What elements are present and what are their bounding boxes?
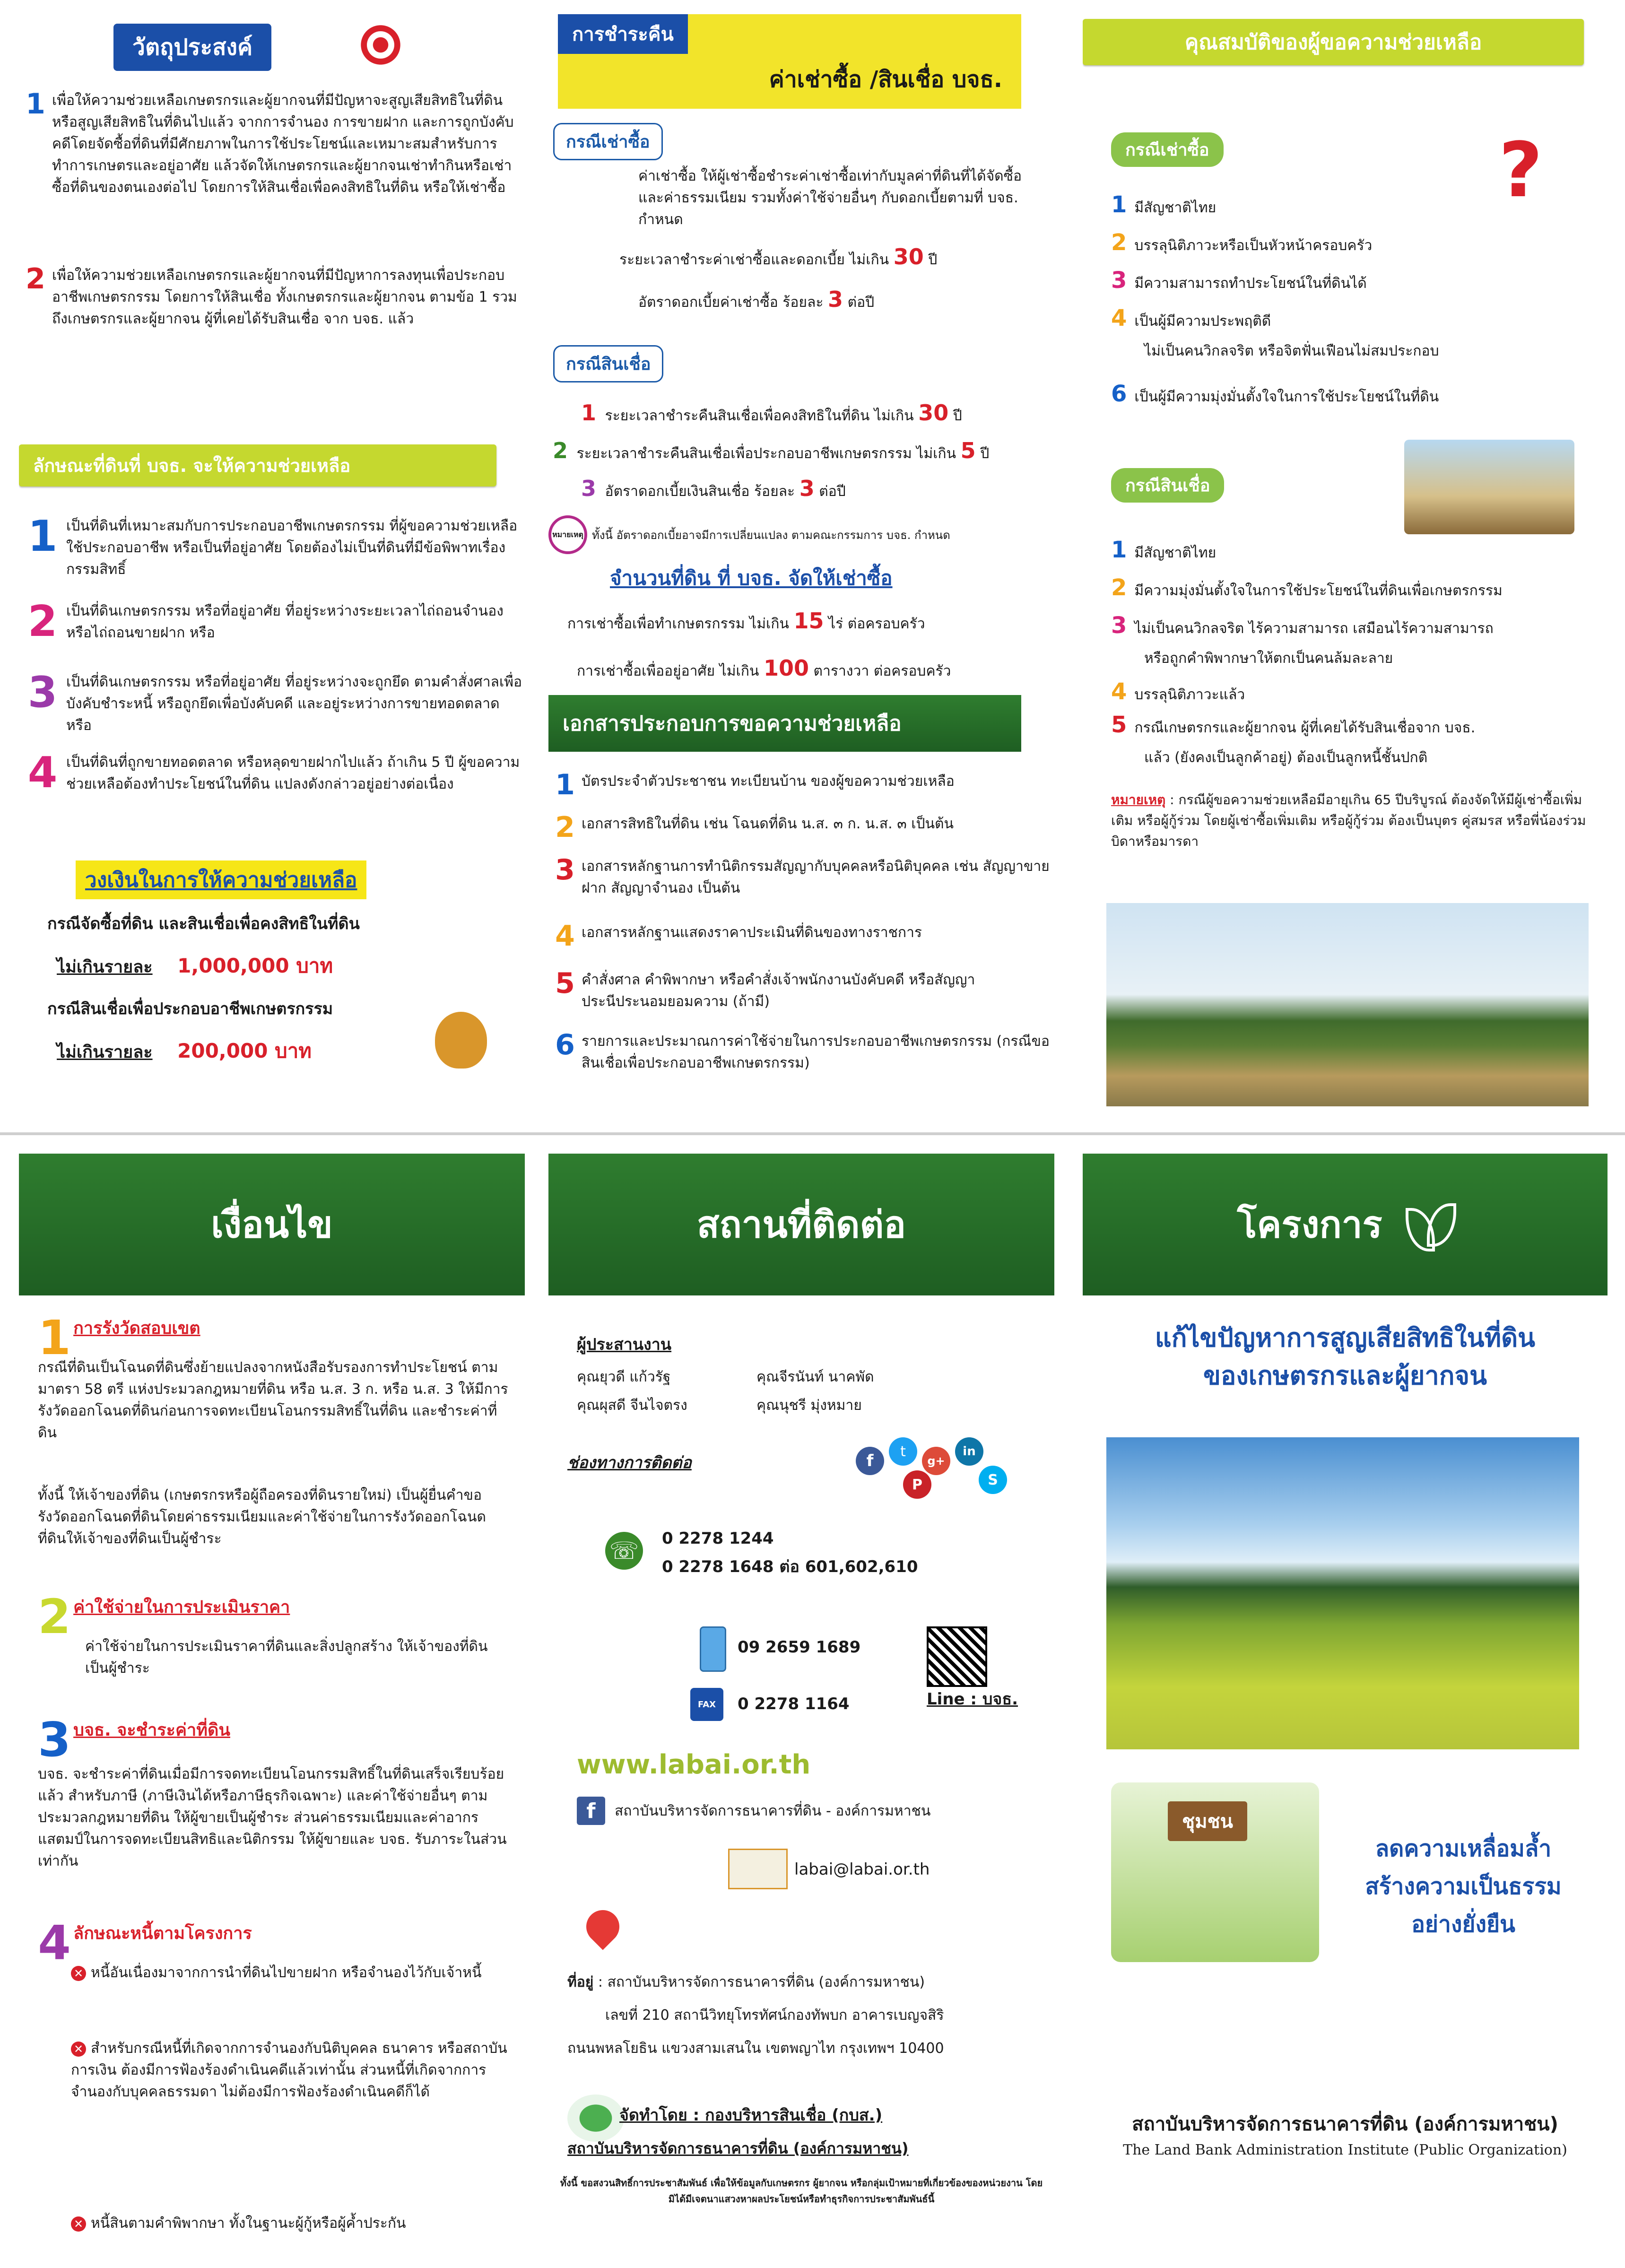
credit-1-unit: ปี	[953, 408, 962, 424]
organization-logo	[567, 2094, 624, 2142]
document-6	[548, 1028, 1054, 1074]
qual-cr-2-text: มีความมุ่งมั่นตั้งใจในการใช้ประโยชน์ในที่ดินเพื่อเกษตรกรรม	[1134, 582, 1503, 599]
panel-repayment	[548, 14, 1054, 1116]
credit-3-text: อัตราดอกเบี้ยเงินสินเชื่อ ร้อยละ	[605, 483, 795, 500]
objective-1-text: เพื่อให้ความช่วยเหลือเกษตรกรและผู้ยากจนที่มีปัญหาจะสูญเสียสิทธิในที่ดิน หรือสูญเสียสิทธิในที่ดินไปแล้ว จากการจำนอง การขายฝาก และการถูกบังคับคดีโดยจัดซื้อที่ดินที่มีศักยภาพในการใช้ประโยชน์และเหมาะสมสำหรับการทำการเกษตรและอยู่อาศัย แล้วจัดให้เกษตรกรและผู้ยากจนเช่าทำกินหรือเช่าซื้อที่ดินของตนเองต่อไป โดยการให้สินเชื่อเพื่อคงสิทธิในที่ดิน หรือให้เช่าซื้อ	[52, 92, 514, 196]
qual-hp-4b-text: ไม่เป็นคนวิกลจริต หรือจิตฟั่นเฟือนไม่สมประกอบ	[1144, 343, 1439, 359]
field-photo	[1106, 903, 1589, 1106]
land-item-1	[19, 512, 525, 581]
tag-hire-purchase: กรณีเช่าซื้อ	[553, 123, 663, 160]
document-4-text: เอกสารหลักฐานแสดงราคาประเมินที่ดินของทางราชการ	[582, 924, 922, 941]
qual-cr-5-text: กรณีเกษตรกรและผู้ยากจน ผู้ที่เคยได้รับสินเชื่อจาก บจธ.	[1134, 720, 1476, 736]
x-circle-icon: ✕	[71, 2216, 86, 2232]
magnifier-note-icon: หมายเหตุ	[548, 515, 587, 554]
qual-cr-3-text: ไม่เป็นคนวิกลจริต ไร้ความสามารถ เสมือนไร้ความสามารถ	[1134, 620, 1494, 637]
qual-hp-3: 3 มีความสามารถทำประโยชน์ในที่ดินได้	[1111, 267, 1367, 294]
limit-2-value: 200,000 บาท	[177, 1039, 312, 1062]
number-3: 3	[555, 853, 575, 886]
organization-name-en: The Land Bank Administration Institute (Public Organization)	[1123, 2142, 1567, 2158]
limit-1-label: กรณีจัดซื้อที่ดิน และสินเชื่อเพื่อคงสิทธิในที่ดิน	[47, 914, 360, 933]
number-4: 4	[27, 748, 58, 798]
number-6: 6	[555, 1028, 575, 1061]
document-6-text: รายการและประมาณการค่าใช้จ่ายในการประกอบอาชีพเกษตรกรรม (กรณีขอสินเชื่อเพื่อประกอบอาชีพเกษตรกรรม)	[582, 1033, 1050, 1071]
hp-period-unit: ปี	[928, 252, 938, 268]
condition-4-c	[71, 2213, 511, 2234]
coordinator-1: คุณยุวดี แก้วรัฐ	[577, 1369, 671, 1385]
credit-1	[577, 402, 1054, 427]
amount-1-number: 15	[793, 608, 824, 634]
limit-1-value: 1,000,000 บาท	[177, 954, 333, 977]
skype-icon: S	[979, 1466, 1007, 1494]
condition-4-title: ลักษณะหนี้ตามโครงการ	[73, 1924, 252, 1943]
address-line-1	[567, 1972, 1045, 1993]
qual-cr-4: 4 บรรลุนิติภาวะแล้ว	[1111, 678, 1245, 705]
condition-3-title: บจธ. จะชำระค่าที่ดิน	[73, 1721, 230, 1740]
facebook-icon: f	[856, 1447, 884, 1475]
channels-title: ช่องทางการติดต่อ	[567, 1453, 692, 1472]
document-4	[548, 920, 1054, 953]
conditions-heading: เงื่อนไข	[19, 1154, 525, 1295]
condition-1-text: กรณีที่ดินเป็นโฉนดที่ดินซึ่งย้ายแปลงจากหนังสือรับรองการทำประโยชน์ ตามมาตรา 58 ตรี แห่งประมวลกฎหมายที่ดิน หรือ น.ส. 3 ก. หรือ น.ส. 3 ให้มีการรังวัดออกโฉนดที่ดินก่อนการจดทะเบียนโอนกรรมสิทธิ์ในที่ดิน และชำระค่าที่ดิน	[38, 1359, 508, 1441]
address-line-3: ถนนพหลโยธิน แขวงสามเสนใน เขตพญาไท กรุงเทพฯ 10400	[567, 2040, 944, 2057]
land-item-4	[19, 748, 525, 798]
number-2: 2	[26, 262, 45, 295]
amount-2-text: การเช่าซื้อเพื่ออยู่อาศัย ไม่เกิน	[577, 663, 759, 679]
project-heading-text: โครงการ	[1237, 1204, 1382, 1246]
condition-4-a	[71, 1962, 511, 1984]
condition-1-text-2: ทั้งนี้ ให้เจ้าของที่ดิน (เกษตรกรหรือผู้ถือครองที่ดินรายใหม่) เป็นผู้ยื่นคำขอรังวัดออกโฉนดที่ดินโดยค่าธรรมเนียมและค่าใช้จ่ายในการรังวัดออกโฉนดที่ดินให้เจ้าของที่ดินเป็นผู้ชำระ	[38, 1487, 486, 1547]
coordinator-title: ผู้ประสานงาน	[577, 1335, 672, 1354]
amount-2-number: 100	[763, 655, 809, 681]
document-1	[548, 768, 1054, 801]
qual-cr-2: 2 มีความมุ่งมั่นตั้งใจในการใช้ประโยชน์ในที่ดินเพื่อเกษตรกรรม	[1111, 574, 1503, 601]
line-id: Line : บจธ.	[927, 1690, 1018, 1709]
repayment-banner-big: ค่าเช่าซื้อ /สินเชื่อ บจธ.	[769, 66, 1002, 93]
condition-4-c-text: หนี้สินตามคำพิพากษา ทั้งในฐานะผู้กู้หรือผู้ค้ำประกัน	[91, 2215, 406, 2232]
qual-hp-1-text: มีสัญชาติไทย	[1134, 200, 1217, 216]
condition-4-a-text: หนี้อันเนื่องมาจากการนำที่ดินไปขายฝาก หรือจำนองไว้กับเจ้าหนี้	[91, 1964, 482, 1981]
amount-heading: จำนวนที่ดิน ที่ บจธ. จัดให้เช่าซื้อ	[610, 566, 893, 590]
x-circle-icon: ✕	[71, 2042, 86, 2057]
qr-code	[927, 1626, 987, 1687]
number-1: 1	[38, 1310, 71, 1365]
objectives-heading: วัตถุประสงค์	[113, 24, 271, 71]
number-3: 3	[581, 476, 596, 501]
panel-project	[1083, 1154, 1608, 2255]
document-2	[548, 813, 1054, 842]
email[interactable]: labai@labai.or.th	[794, 1860, 930, 1879]
land-item-2	[19, 597, 525, 646]
credit-1-number: 30	[918, 400, 949, 426]
condition-3	[38, 1712, 525, 1767]
fax-icon: FAX	[690, 1688, 723, 1721]
amount-1-text: การเช่าซื้อเพื่อทำเกษตรกรรม ไม่เกิน	[567, 616, 789, 632]
phone-1: 0 2278 1244	[662, 1529, 774, 1548]
project-title-2: ของเกษตรกรและผู้ยากจน	[1203, 1361, 1487, 1390]
number-1: 1	[555, 768, 575, 801]
qualifications-heading: คุณสมบัติของผู้ขอความช่วยเหลือ	[1083, 19, 1584, 65]
website[interactable]: www.labai.or.th	[577, 1749, 811, 1780]
qual-hp-2-text: บรรลุนิติภาวะหรือเป็นหัวหน้าครอบครัว	[1134, 237, 1373, 254]
credit-3-unit: ต่อปี	[819, 483, 846, 500]
producer: จัดทำโดย : กองบริหารสินเชื่อ (กบส.)	[619, 2106, 883, 2125]
qual-hp-4-text: เป็นผู้มีความประพฤติดี	[1134, 313, 1271, 330]
slogan-1: ลดความเหลื่อมล้ำ	[1375, 1835, 1552, 1862]
farmer-illustration	[1404, 440, 1574, 534]
hp-rate-unit: ต่อปี	[847, 294, 875, 311]
number-1: 1	[27, 512, 58, 561]
condition-4-b	[71, 2038, 511, 2103]
qual-hp-3-text: มีความสามารถทำประโยชน์ในที่ดินได้	[1134, 275, 1367, 292]
hp-rate-number: 3	[828, 287, 843, 312]
objective-1	[19, 87, 525, 199]
qual-cr-5: 5 กรณีเกษตรกรและผู้ยากจน ผู้ที่เคยได้รับสินเชื่อจาก บจธ.	[1111, 712, 1476, 738]
objective-2-text: เพื่อให้ความช่วยเหลือเกษตรกรและผู้ยากจนที่มีปัญหาการลงทุนเพื่อประกอบอาชีพเกษตรกรรม โดยการให้สินเชื่อ ทั้งเกษตรกรและผู้ยากจน ตามข้อ 1 รวมถึงเกษตรกรและผู้ยากจน ผู้ที่เคยได้รับสินเชื่อ จาก บจธ. แล้ว	[52, 267, 517, 327]
panel-qualifications	[1083, 14, 1608, 1116]
panel-conditions	[19, 1154, 525, 2255]
credit-2	[548, 440, 1054, 465]
limit-1	[57, 950, 333, 982]
footnote: ทั้งนี้ ขอสงวนสิทธิ์การประชาสัมพันธ์ เพื่อให้ข้อมูลกับเกษตรกร ผู้ยากจน หรือกลุ่มเป้าหมายที่เกี่ยวข้องของหน่วยงาน โดยมิได้มีเจตนาแสวงหาผลประโยชน์หรือทำธุรกิจการประชาสัมพันธ์นี้	[560, 2177, 1043, 2205]
document-5-text: คำสั่งศาล คำพิพากษา หรือคำสั่งเจ้าพนักงานบังคับคดี หรือสัญญาประนีประนอมยอมความ (ถ้ามี)	[582, 972, 975, 1010]
limit-1-prefix: ไม่เกินรายละ	[57, 957, 153, 977]
tag-hire-purchase: กรณีเช่าซื้อ	[1111, 132, 1224, 167]
leaf-icon	[1401, 1199, 1453, 1251]
qual-hp-1: 1 มีสัญชาติไทย	[1111, 191, 1217, 218]
qual-cr-3b-text: หรือถูกคำพิพากษาให้ตกเป็นคนล้มละลาย	[1144, 650, 1393, 667]
qual-hp-6: 6 เป็นผู้มีความมุ่งมั่นตั้งใจในการใช้ประโยชน์ในที่ดิน	[1111, 381, 1439, 407]
hire-purchase-text: ค่าเช่าซื้อ ให้ผู้เช่าซื้อชำระค่าเช่าซื้อเท่ากับมูลค่าที่ดินที่ได้จัดซื้อ และค่าธรรมเนียม รวมทั้งค่าใช้จ่ายอื่นๆ กับดอกเบี้ยตามที่ บจธ. กำหนด	[638, 168, 1022, 228]
google-plus-icon: g+	[922, 1447, 950, 1475]
land-item-3-text: เป็นที่ดินเกษตรกรรม หรือที่อยู่อาศัย ที่อยู่ระหว่างจะถูกยึด ตามคำสั่งศาลเพื่อบังคับชำระหนี้ หรือถูกยึดเพื่อบังคับคดี และอยู่ระหว่างการขายทอดตลาด หรือ	[66, 674, 522, 734]
linkedin-icon: in	[955, 1437, 983, 1466]
address-label: ที่อยู่	[567, 1974, 594, 1990]
facebook-icon: f	[577, 1797, 605, 1825]
credit-2-unit: ปี	[980, 445, 990, 462]
remark-text: : กรณีผู้ขอความช่วยเหลือมีอายุเกิน 65 ปีบริบูรณ์ ต้องจัดให้มีผู้เช่าซื้อเพิ่มเติม หรือผู้กู้ร่วม โดยผู้เช่าซื้อเพิ่มเติม หรือผู้กู้ร่วม ต้องเป็นบุตร คู่สมรส หรือพี่น้องร่วมบิดาหรือมารดา	[1111, 792, 1586, 849]
slogan-2: สร้างความเป็นธรรม	[1365, 1873, 1562, 1900]
mobile-phone-icon	[700, 1626, 726, 1672]
number-2: 2	[38, 1589, 71, 1644]
qual-cr-4-text: บรรลุนิติภาวะแล้ว	[1134, 686, 1245, 703]
social-media-icons	[856, 1437, 1007, 1503]
number-1: 1	[581, 400, 596, 426]
panel-contact	[548, 1154, 1054, 2255]
community-illustration	[1111, 1782, 1319, 1962]
amount-1	[567, 610, 1054, 635]
amount-2	[577, 657, 1054, 682]
land-heading: ลักษณะที่ดินที่ บจธ. จะให้ความช่วยเหลือ	[19, 444, 496, 487]
target-icon	[359, 24, 402, 66]
document-2-text: เอกสารสิทธิในที่ดิน เช่น โฉนดที่ดิน น.ส. ๓ ก. น.ส. ๓ เป็นต้น	[582, 816, 954, 832]
project-heading	[1083, 1154, 1608, 1295]
question-mark-icon: ?	[1499, 126, 1543, 214]
number-2: 2	[552, 438, 568, 463]
project-title	[1102, 1319, 1589, 1395]
number-3: 3	[38, 1712, 71, 1767]
coordinator-4: คุณนุชรี มุ่งหมาย	[756, 1397, 862, 1414]
x-circle-icon: ✕	[71, 1966, 86, 1981]
hp-period-number: 30	[893, 244, 924, 269]
number-1: 1	[26, 87, 45, 121]
remark-label: หมายเหตุ	[1111, 792, 1166, 808]
document-1-text: บัตรประจำตัวประชาชน ทะเบียนบ้าน ของผู้ขอความช่วยเหลือ	[582, 773, 955, 790]
organization-name-th: สถาบันบริหารจัดการธนาคารที่ดิน (องค์การมหาชน)	[1132, 2113, 1558, 2135]
credit-note-text: ทั้งนี้ อัตราดอกเบี้ยอาจมีการเปลี่ยนแปลง ตามคณะกรรมการ บจธ. กำหนด	[592, 528, 950, 542]
limit-heading: วงเงินในการให้ความช่วยเหลือ	[76, 860, 366, 899]
limit-2	[57, 1035, 312, 1067]
address-line-2: เลขที่ 210 สถานีวิทยุโทรทัศน์กองทัพบก อาคารเบญจสิริ	[605, 2007, 944, 2024]
hire-purchase-rate	[638, 288, 1054, 313]
qual-cr-3: 3 ไม่เป็นคนวิกลจริต ไร้ความสามารถ เสมือนไร้ความสามารถ	[1111, 612, 1494, 639]
limit-2-prefix: ไม่เกินรายละ	[57, 1043, 153, 1062]
tag-credit: กรณีสินเชื่อ	[553, 345, 663, 382]
mobile-number: 09 2659 1689	[738, 1638, 861, 1657]
credit-2-number: 5	[960, 438, 976, 463]
tag-credit: กรณีสินเชื่อ	[1111, 468, 1224, 503]
condition-2-text: ค่าใช้จ่ายในการประเมินราคาที่ดินและสิ่งปลูกสร้าง ให้เจ้าของที่ดินเป็นผู้ชำระ	[85, 1638, 488, 1677]
location-pin-icon	[586, 1910, 619, 1953]
amount-2-unit: ตารางวา ต่อครอบครัว	[813, 663, 951, 679]
qual-hp-4: 4 เป็นผู้มีความประพฤติดี	[1111, 305, 1271, 331]
slogan-3: อย่างยั่งยืน	[1411, 1911, 1515, 1938]
project-title-1: แก้ไขปัญหาการสูญเสียสิทธิในที่ดิน	[1155, 1323, 1536, 1353]
land-item-2-text: เป็นที่ดินเกษตรกรรม หรือที่อยู่อาศัย ที่อยู่ระหว่างระยะเวลาไถ่ถอนจำนอง หรือไถ่ถอนขายฝาก หรือ	[66, 603, 504, 641]
condition-3-text: บจธ. จะชำระค่าที่ดินเมื่อมีการจดทะเบียนโอนกรรมสิทธิ์ในที่ดินเสร็จเรียบร้อยแล้ว สำหรับภาษี (ภาษีเงินได้หรือภาษีธุรกิจเฉพาะ) และค่าใช้จ่ายอื่นๆ ตามประมวลกฎหมายที่ดิน ให้ผู้ขายเป็นผู้ชำระ ส่วนค่าธรรมเนียมและค่าอากรแสตมป์ในการจดทะเบียนสิทธิและนิติกรรม ให้ผู้ขายและ บจธ. รับภาระในส่วนเท่ากัน	[38, 1766, 507, 1869]
hp-period-text: ระยะเวลาชำระค่าเช่าซื้อและดอกเบี้ย ไม่เกิน	[619, 252, 889, 268]
pinterest-icon: P	[903, 1470, 931, 1499]
phone-icon: ☏	[605, 1532, 643, 1570]
phone-2: 0 2278 1648 ต่อ 601,602,610	[662, 1557, 918, 1576]
document-3	[548, 853, 1054, 899]
panel-objectives	[19, 14, 525, 1116]
condition-1	[38, 1310, 525, 1365]
number-2: 2	[555, 811, 575, 844]
twitter-icon: t	[889, 1437, 917, 1466]
rice-field-photo	[1106, 1437, 1579, 1749]
qual-hp-6-text: เป็นผู้มีความมุ่งมั่นตั้งใจในการใช้ประโยชน์ในที่ดิน	[1134, 389, 1439, 405]
credit-2-text: ระยะเวลาชำระคืนสินเชื่อเพื่อประกอบอาชีพเกษตรกรรม ไม่เกิน	[576, 445, 956, 462]
condition-4-b-text: สำหรับกรณีหนี้ที่เกิดจากการจำนองกับนิติบุคคล ธนาคาร หรือสถาบันการเงิน ต้องมีการฟ้องร้องดำเนินคดีแล้วเท่านั้น ส่วนหนี้ที่เกิดจากการจำนองกับบุคคลธรรมดา ไม่ต้องมีการฟ้องร้องดำเนินคดีก็ได้	[71, 2040, 507, 2100]
condition-2	[38, 1589, 525, 1644]
producer-org: สถาบันบริหารจัดการธนาคารที่ดิน (องค์การมหาชน)	[567, 2139, 909, 2157]
coordinator-3: คุณผุสดี จีนไจตรง	[577, 1397, 687, 1414]
credit-note	[548, 515, 1054, 554]
limit-2-label: กรณีสินเชื่อเพื่อประกอบอาชีพเกษตรกรรม	[47, 999, 333, 1018]
email-icon	[728, 1849, 788, 1889]
fax-number: 0 2278 1164	[738, 1694, 850, 1713]
number-5: 5	[555, 967, 575, 1000]
fold-divider	[0, 1132, 1625, 1135]
credit-3-number: 3	[799, 476, 815, 501]
condition-1-title: การรังวัดสอบเขต	[73, 1319, 200, 1338]
facebook-page[interactable]: สถาบันบริหารจัดการธนาคารที่ดิน - องค์การมหาชน	[615, 1803, 931, 1819]
qual-cr-5b-text: แล้ว (ยังคงเป็นลูกค้าอยู่) ต้องเป็นลูกหนี้ชั้นปกติ	[1144, 749, 1428, 766]
slogan	[1338, 1830, 1589, 1943]
land-item-3	[19, 668, 525, 737]
document-5	[548, 969, 1054, 1013]
contact-heading: สถานที่ติดต่อ	[548, 1154, 1054, 1295]
credit-1-text: ระยะเวลาชำระคืนสินเชื่อเพื่อคงสิทธิในที่ดิน ไม่เกิน	[605, 408, 914, 424]
money-bag-icon	[435, 1012, 487, 1069]
land-item-1-text: เป็นที่ดินที่เหมาะสมกับการประกอบอาชีพเกษตรกรรม ที่ผู้ขอความช่วยเหลือใช้ประกอบอาชีพ หรือเป็นที่อยู่อาศัย โดยต้องไม่เป็นที่ดินที่มีข้อพิพาทเรื่องกรรมสิทธิ์	[66, 518, 518, 578]
qual-cr-1-text: มีสัญชาติไทย	[1134, 545, 1217, 561]
amount-1-unit: ไร่ ต่อครอบครัว	[828, 616, 925, 632]
number-3: 3	[27, 668, 58, 717]
condition-4	[38, 1915, 525, 1971]
documents-heading: เอกสารประกอบการขอความช่วยเหลือ	[548, 695, 1021, 752]
community-sign: ชุมชน	[1168, 1801, 1247, 1841]
hire-purchase-period	[619, 246, 1054, 271]
qual-cr-1: 1 มีสัญชาติไทย	[1111, 537, 1217, 563]
address-1-text: : สถาบันบริหารจัดการธนาคารที่ดิน (องค์การมหาชน)	[598, 1974, 925, 1990]
number-2: 2	[27, 597, 58, 646]
qual-hp-2: 2 บรรลุนิติภาวะหรือเป็นหัวหน้าครอบครัว	[1111, 229, 1373, 256]
remark	[1111, 790, 1598, 852]
credit-3	[577, 478, 1054, 503]
repayment-banner-small: การชำระคืน	[558, 14, 688, 54]
number-4: 4	[38, 1915, 71, 1971]
condition-2-title: ค่าใช้จ่ายในการประเมินราคา	[73, 1598, 290, 1617]
repayment-banner	[558, 14, 1021, 109]
coordinator-2: คุณจีรนันท์ นาคพัด	[756, 1369, 874, 1385]
number-4: 4	[555, 920, 575, 953]
objective-2	[19, 262, 525, 330]
hp-rate-text: อัตราดอกเบี้ยค่าเช่าซื้อ ร้อยละ	[638, 294, 824, 311]
land-item-4-text: เป็นที่ดินที่ถูกขายทอดตลาด หรือหลุดขายฝากไปแล้ว ถ้าเกิน 5 ปี ผู้ขอความช่วยเหลือต้องทำประโยชน์ในที่ดิน แปลงดังกล่าวอยู่อย่างต่อเนื่อง	[66, 754, 520, 792]
document-3-text: เอกสารหลักฐานการทำนิติกรรมสัญญากับบุคคลหรือนิติบุคคล เช่น สัญญาขายฝาก สัญญาจำนอง เป็นต้น	[582, 858, 1050, 896]
